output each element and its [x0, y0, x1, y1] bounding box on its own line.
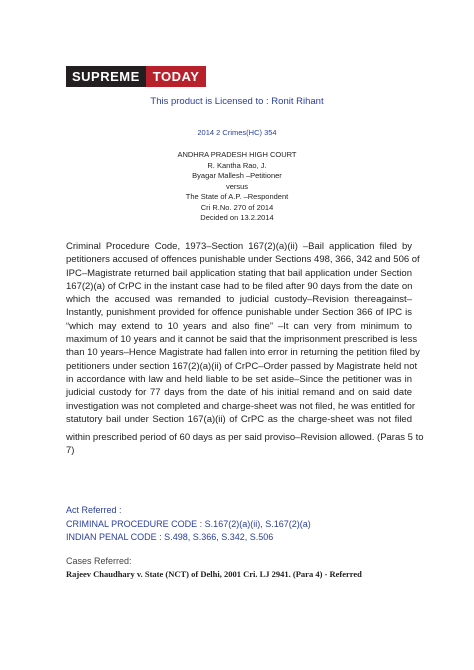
case-citation: 2014 2 Crimes(HC) 354	[197, 128, 277, 137]
logo-left-text: SUPREME	[66, 66, 146, 87]
headnote-line: “which may extend to 10 years and also fine” –It can very from minimum to	[66, 320, 412, 332]
court-name: ANDHRA PRADESH HIGH COURT	[177, 150, 297, 159]
headnote-line: judicial custody for 77 days from the date of his initial remand and on said date	[66, 387, 412, 399]
acts-referred	[66, 504, 311, 544]
headnote-line: than 10 years–Hence Magistrate had fallen into error in returning the petition filed by	[66, 347, 420, 359]
act-item: INDIAN PENAL CODE : S.498, S.366, S.342, S.506	[66, 532, 274, 542]
logo-right-text: TODAY	[146, 66, 207, 87]
headnote-line: petitioners accused of offences punishable under Sections 498, 366, 342 and 506 of	[66, 254, 420, 266]
headnote-line: in accordance with law and held liable to be set aside–Since the petitioner was in	[66, 373, 412, 385]
case-number: Cri R.No. 270 of 2014	[200, 202, 274, 212]
headnote-line: within prescribed period of 60 days as per said proviso–Revision allowed. (Paras 5 to	[66, 432, 424, 444]
headnote-line: maximum of 10 years and it cannot be said that the imprisonment prescribed is less	[66, 334, 418, 346]
supreme-today-logo	[66, 66, 206, 87]
cases-referred-title: Cases Referred:	[66, 556, 132, 566]
headnote-line: which the accused was remanded to judicial custody–Revision thereagainst–	[66, 294, 412, 306]
headnote-line: IPC–Magistrate returned bail application stating that bail application under Section	[66, 267, 412, 279]
petitioner: Byagar Mallesh –Petitioner	[192, 171, 282, 180]
respondent: The State of A.P. –Respondent	[185, 192, 289, 201]
decision-date: Decided on 13.2.2014	[200, 213, 274, 222]
acts-referred-title: Act Referred :	[66, 505, 122, 515]
judge-name: R. Kantha Rao, J.	[207, 160, 267, 170]
cases-referred	[66, 555, 362, 581]
headnote-line: petitioners under section 167(2)(a)(ii) of CrPC–Order passed by Magistrate held not	[66, 360, 418, 372]
headnote-line: 167(2)(a) of CrPC in the instant case had to be filed after 90 days from the date on	[66, 280, 413, 292]
headnote-line: Criminal Procedure Code, 1973–Section 167(2)(a)(ii) –Bail application filed by	[66, 241, 412, 252]
case-item: Rajeev Chaudhary v. State (NCT) of Delhi, 2001 Cri. LJ 2941. (Para 4) - Referred	[66, 569, 362, 579]
license-notice: This product is Licensed to : Ronit Rihant	[150, 96, 324, 107]
case-header	[0, 150, 474, 224]
headnote-line: Instantly, punishment provided for offence punishable under Section 366 of IPC is	[66, 307, 412, 319]
act-item: CRIMINAL PROCEDURE CODE : S.167(2)(a)(ii), S.167(2)(a)	[66, 519, 311, 529]
headnote-line: investigation was not completed and charge-sheet was not filed, he was entitled for	[66, 400, 416, 412]
headnote-line: 7)	[66, 445, 75, 457]
versus: versus	[225, 181, 249, 191]
headnote-line: statutory bail under Section 167(a)(ii) of CrPC as the charge-sheet was not filed	[66, 413, 412, 425]
headnote	[66, 240, 424, 458]
